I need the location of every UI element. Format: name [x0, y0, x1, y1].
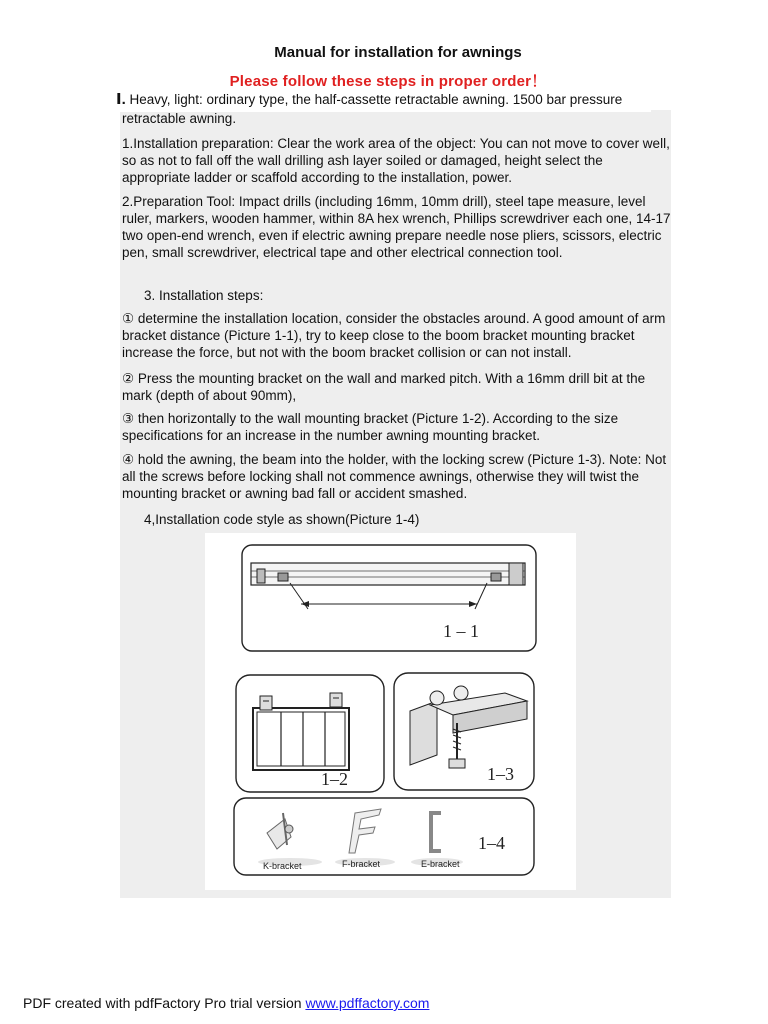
f-bracket-icon	[335, 809, 395, 866]
step-4-text: ④ hold the awning, the beam into the holder, with the locking screw (Picture 1-3). Note: Not all the screws before locking shall not commence awnings, otherwise they will twist the mounting bracket or awning bad fall or accident smashed.	[122, 452, 667, 501]
paragraph-code-style-text: 4,Installation code style as shown(Picture 1-4)	[144, 512, 420, 527]
paragraph-steps-heading	[122, 287, 672, 304]
footer	[23, 995, 429, 1011]
footer-text: PDF created with pdfFactory Pro trial version	[23, 995, 306, 1011]
section-numeral: Ⅰ.	[116, 91, 126, 108]
installation-figures-drawing	[205, 533, 576, 890]
document-subtitle: Please follow these steps in proper order！	[229, 73, 547, 90]
fig-1-4-label: 1–4	[478, 833, 505, 853]
k-bracket-icon	[258, 813, 322, 866]
installation-figures	[205, 533, 576, 890]
step-1-text: ① determine the installation location, consider the obstacles around. A good amount of arm bracket distance (Picture 1-1), try to keep close to the boom bracket mounting bracket increase the force, but not with the boom bracket collision or can not install.	[122, 311, 666, 360]
step-2-text: ② Press the mounting bracket on the wall and marked pitch. With a 16mm drill bit at the mark (depth of about 90mm),	[122, 371, 646, 403]
section-intro	[116, 91, 656, 108]
section-intro-text: Heavy, light: ordinary type, the half-cassette retractable awning. 1500 bar pressure	[125, 92, 623, 107]
section-intro-cont: retractable awning.	[122, 111, 237, 126]
step-3-text: ③ then horizontally to the wall mounting bracket (Picture 1-2). According to the size specifications for an increase in the number awning mounting bracket.	[122, 411, 619, 443]
fig-1-2-label: 1–2	[321, 769, 348, 789]
step-3	[122, 410, 672, 444]
fig-1-3-label: 1–3	[487, 764, 514, 784]
f-bracket-label: F-bracket	[342, 859, 381, 869]
paragraph-preparation-text: 1.Installation preparation: Clear the work area of the object: You can not move to cover well, so as not to fall off the wall drilling ash layer soiled or damaged, height select the appropriate ladder or scaffold according to the installation, power.	[122, 136, 670, 185]
e-bracket-label: E-bracket	[421, 859, 460, 869]
picture-1-3	[394, 673, 534, 790]
step-4	[122, 451, 672, 502]
paragraph-preparation	[122, 135, 672, 186]
fig-1-1-label: 1 – 1	[443, 621, 479, 641]
pdffactory-link[interactable]: www.pdffactory.com	[305, 995, 430, 1011]
picture-1-1	[242, 545, 536, 651]
paragraph-code-style	[122, 511, 672, 528]
paragraph-tools	[122, 193, 672, 261]
step-2	[122, 370, 672, 404]
paragraph-tools-text: 2.Preparation Tool: Impact drills (including 16mm, 10mm drill), steel tape measure, level ruler, markers, wooden hammer, within 8A hex wrench, Phillips screwdriver each one, 14-17 two open-end wrench, even if electric awning prepare needle nose pliers, scissors, electric pen, small screwdriver, electrical tape and other electrical connection tool.	[122, 194, 671, 260]
picture-1-2	[236, 675, 384, 792]
k-bracket-label: K-bracket	[263, 861, 302, 871]
document-title: Manual for installation for awnings	[274, 44, 522, 61]
paragraph-steps-heading-text: 3. Installation steps:	[144, 288, 264, 303]
step-1	[122, 310, 672, 361]
picture-1-4	[234, 798, 534, 875]
